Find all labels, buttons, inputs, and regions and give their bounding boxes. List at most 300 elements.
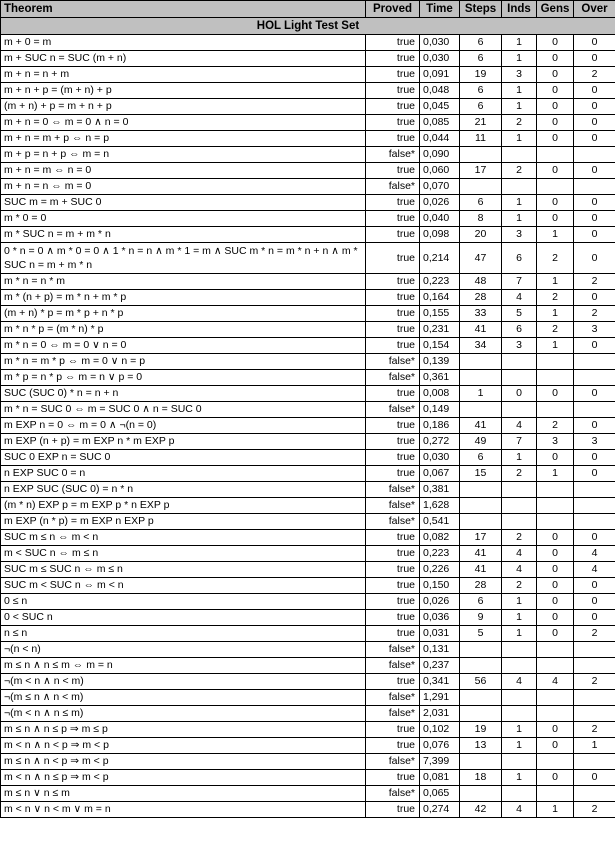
cell-steps: 6 <box>460 35 502 51</box>
cell-inds: 4 <box>502 418 537 434</box>
cell-over: 2 <box>574 802 615 818</box>
cell-over: 2 <box>574 274 615 290</box>
cell-time: 0,226 <box>420 562 460 578</box>
cell-gens: 1 <box>537 274 574 290</box>
cell-theorem: m * p = n * p ⇔ m = n ∨ p = 0 <box>1 370 366 386</box>
cell-over <box>574 690 615 706</box>
cell-theorem: m * n = m * p ⇔ m = 0 ∨ n = p <box>1 354 366 370</box>
cell-theorem: m < n ∧ n ≤ p ⇒ m < p <box>1 770 366 786</box>
cell-over: 0 <box>574 163 615 179</box>
cell-steps: 6 <box>460 195 502 211</box>
cell-steps: 41 <box>460 562 502 578</box>
cell-steps: 6 <box>460 51 502 67</box>
cell-proved: true <box>366 386 420 402</box>
cell-over: 0 <box>574 450 615 466</box>
cell-theorem: m * (n + p) = m * n + m * p <box>1 290 366 306</box>
cell-gens: 1 <box>537 338 574 354</box>
cell-proved: true <box>366 418 420 434</box>
cell-proved: true <box>366 578 420 594</box>
cell-over <box>574 658 615 674</box>
table-row <box>1 642 615 658</box>
cell-theorem: SUC m < SUC n ⇔ m < n <box>1 578 366 594</box>
cell-theorem: m + n = 0 ⇔ m = 0 ∧ n = 0 <box>1 115 366 131</box>
cell-proved: true <box>366 530 420 546</box>
cell-theorem: m ≤ n ∧ n ≤ m ⇔ m = n <box>1 658 366 674</box>
table-row <box>1 211 615 227</box>
cell-over: 0 <box>574 51 615 67</box>
cell-time: 0,154 <box>420 338 460 354</box>
cell-gens: 1 <box>537 802 574 818</box>
header-inds: Inds <box>502 1 537 18</box>
cell-over: 2 <box>574 67 615 83</box>
cell-proved: true <box>366 274 420 290</box>
cell-inds: 3 <box>502 227 537 243</box>
cell-inds: 1 <box>502 722 537 738</box>
cell-theorem: m + SUC n = SUC (m + n) <box>1 51 366 67</box>
table-row <box>1 386 615 402</box>
cell-gens <box>537 147 574 163</box>
cell-steps: 17 <box>460 530 502 546</box>
cell-theorem: SUC m ≤ n ⇔ m < n <box>1 530 366 546</box>
cell-steps: 6 <box>460 99 502 115</box>
table-row <box>1 610 615 626</box>
cell-time: 0,237 <box>420 658 460 674</box>
table-row <box>1 658 615 674</box>
cell-time: 0,150 <box>420 578 460 594</box>
cell-inds: 1 <box>502 450 537 466</box>
cell-gens <box>537 514 574 530</box>
cell-proved: true <box>366 562 420 578</box>
cell-over <box>574 354 615 370</box>
cell-theorem: m + n = m + p ⇔ n = p <box>1 131 366 147</box>
cell-inds: 0 <box>502 386 537 402</box>
cell-proved: false* <box>366 690 420 706</box>
cell-time: 0,102 <box>420 722 460 738</box>
cell-inds: 1 <box>502 51 537 67</box>
cell-over: 0 <box>574 35 615 51</box>
cell-theorem: SUC m ≤ SUC n ⇔ m ≤ n <box>1 562 366 578</box>
cell-proved: false* <box>366 147 420 163</box>
cell-gens <box>537 179 574 195</box>
table-row <box>1 322 615 338</box>
cell-theorem: m EXP (n + p) = m EXP n * m EXP p <box>1 434 366 450</box>
cell-theorem: m * n = n * m <box>1 274 366 290</box>
cell-steps <box>460 498 502 514</box>
cell-proved: true <box>366 51 420 67</box>
cell-theorem: m + n + p = (m + n) + p <box>1 83 366 99</box>
header-gens: Gens <box>537 1 574 18</box>
cell-steps <box>460 658 502 674</box>
cell-proved: false* <box>366 786 420 802</box>
cell-over: 2 <box>574 674 615 690</box>
cell-over: 4 <box>574 562 615 578</box>
cell-theorem: m ≤ n ∨ n ≤ m <box>1 786 366 802</box>
cell-proved: true <box>366 227 420 243</box>
cell-gens: 0 <box>537 386 574 402</box>
cell-proved: true <box>366 83 420 99</box>
cell-steps: 28 <box>460 290 502 306</box>
cell-inds: 7 <box>502 274 537 290</box>
cell-theorem: m EXP n = 0 ⇔ m = 0 ∧ ¬(n = 0) <box>1 418 366 434</box>
cell-time: 0,040 <box>420 211 460 227</box>
cell-time: 0,361 <box>420 370 460 386</box>
cell-inds <box>502 482 537 498</box>
table-row <box>1 163 615 179</box>
cell-over: 1 <box>574 738 615 754</box>
cell-over <box>574 754 615 770</box>
cell-time: 0,098 <box>420 227 460 243</box>
cell-over: 0 <box>574 770 615 786</box>
cell-gens <box>537 498 574 514</box>
cell-steps: 6 <box>460 83 502 99</box>
cell-steps <box>460 706 502 722</box>
cell-gens <box>537 754 574 770</box>
cell-over: 0 <box>574 594 615 610</box>
cell-over: 0 <box>574 211 615 227</box>
cell-proved: true <box>366 546 420 562</box>
cell-gens: 1 <box>537 227 574 243</box>
cell-gens: 0 <box>537 610 574 626</box>
cell-over: 0 <box>574 195 615 211</box>
cell-time: 0,065 <box>420 786 460 802</box>
cell-inds: 5 <box>502 306 537 322</box>
table-row <box>1 498 615 514</box>
cell-steps: 19 <box>460 722 502 738</box>
cell-inds <box>502 147 537 163</box>
cell-theorem: SUC 0 EXP n = SUC 0 <box>1 450 366 466</box>
cell-inds: 4 <box>502 802 537 818</box>
cell-gens: 0 <box>537 163 574 179</box>
table-row <box>1 514 615 530</box>
cell-steps <box>460 402 502 418</box>
cell-steps <box>460 642 502 658</box>
table-row <box>1 35 615 51</box>
cell-time: 0,026 <box>420 594 460 610</box>
cell-gens <box>537 706 574 722</box>
cell-gens <box>537 786 574 802</box>
cell-inds <box>502 179 537 195</box>
cell-theorem: m ≤ n ∧ n ≤ p ⇒ m ≤ p <box>1 722 366 738</box>
table-row <box>1 115 615 131</box>
cell-inds: 2 <box>502 163 537 179</box>
cell-theorem: ¬(n < n) <box>1 642 366 658</box>
cell-over: 2 <box>574 722 615 738</box>
cell-gens: 0 <box>537 51 574 67</box>
cell-proved: true <box>366 466 420 482</box>
section-title: HOL Light Test Set <box>1 18 615 35</box>
cell-theorem: m + p = n + p ⇔ m = n <box>1 147 366 163</box>
table-row <box>1 690 615 706</box>
cell-inds <box>502 514 537 530</box>
table-row <box>1 243 615 274</box>
cell-inds: 1 <box>502 35 537 51</box>
cell-inds <box>502 354 537 370</box>
cell-theorem: 0 < SUC n <box>1 610 366 626</box>
cell-time: 0,149 <box>420 402 460 418</box>
cell-time: 2,031 <box>420 706 460 722</box>
table-row <box>1 562 615 578</box>
cell-inds: 2 <box>502 466 537 482</box>
cell-over <box>574 706 615 722</box>
cell-over <box>574 498 615 514</box>
cell-proved: false* <box>366 354 420 370</box>
cell-proved: true <box>366 163 420 179</box>
cell-proved: false* <box>366 754 420 770</box>
cell-steps: 33 <box>460 306 502 322</box>
table-row <box>1 83 615 99</box>
table-row <box>1 354 615 370</box>
cell-over: 0 <box>574 131 615 147</box>
cell-gens: 2 <box>537 418 574 434</box>
table-row <box>1 131 615 147</box>
cell-steps <box>460 786 502 802</box>
cell-inds <box>502 658 537 674</box>
cell-time: 1,628 <box>420 498 460 514</box>
cell-proved: true <box>366 450 420 466</box>
cell-inds: 3 <box>502 338 537 354</box>
cell-inds <box>502 402 537 418</box>
cell-time: 0,164 <box>420 290 460 306</box>
cell-steps <box>460 370 502 386</box>
cell-time: 1,291 <box>420 690 460 706</box>
table-row <box>1 546 615 562</box>
cell-steps <box>460 482 502 498</box>
cell-over <box>574 642 615 658</box>
table-row <box>1 578 615 594</box>
cell-gens: 1 <box>537 466 574 482</box>
cell-proved: true <box>366 610 420 626</box>
cell-proved: true <box>366 770 420 786</box>
cell-theorem: SUC m = m + SUC 0 <box>1 195 366 211</box>
cell-inds: 1 <box>502 211 537 227</box>
cell-over: 0 <box>574 530 615 546</box>
cell-gens: 0 <box>537 546 574 562</box>
cell-over <box>574 514 615 530</box>
cell-over <box>574 370 615 386</box>
cell-proved: true <box>366 67 420 83</box>
cell-steps <box>460 179 502 195</box>
cell-over <box>574 147 615 163</box>
cell-gens: 0 <box>537 738 574 754</box>
cell-theorem: m * n = SUC 0 ⇔ m = SUC 0 ∧ n = SUC 0 <box>1 402 366 418</box>
cell-time: 0,067 <box>420 466 460 482</box>
table-row <box>1 434 615 450</box>
table-row <box>1 338 615 354</box>
table-row <box>1 738 615 754</box>
cell-gens: 0 <box>537 578 574 594</box>
cell-proved: true <box>366 802 420 818</box>
cell-theorem: m * n = 0 ⇔ m = 0 ∨ n = 0 <box>1 338 366 354</box>
cell-steps: 18 <box>460 770 502 786</box>
cell-proved: false* <box>366 482 420 498</box>
cell-over: 0 <box>574 243 615 274</box>
cell-theorem: m * 0 = 0 <box>1 211 366 227</box>
cell-proved: true <box>366 322 420 338</box>
cell-theorem: SUC (SUC 0) * n = n + n <box>1 386 366 402</box>
cell-over <box>574 786 615 802</box>
cell-inds <box>502 642 537 658</box>
cell-time: 0,060 <box>420 163 460 179</box>
cell-theorem: m < n ∧ n < p ⇒ m < p <box>1 738 366 754</box>
cell-inds: 4 <box>502 674 537 690</box>
cell-proved: false* <box>366 179 420 195</box>
cell-inds: 2 <box>502 530 537 546</box>
cell-proved: true <box>366 131 420 147</box>
header-steps: Steps <box>460 1 502 18</box>
cell-time: 7,399 <box>420 754 460 770</box>
header-row <box>1 1 615 18</box>
cell-time: 0,186 <box>420 418 460 434</box>
cell-steps: 41 <box>460 546 502 562</box>
cell-inds: 1 <box>502 99 537 115</box>
cell-gens <box>537 370 574 386</box>
cell-theorem: n EXP SUC 0 = n <box>1 466 366 482</box>
cell-proved: false* <box>366 402 420 418</box>
cell-time: 0,274 <box>420 802 460 818</box>
cell-time: 0,155 <box>420 306 460 322</box>
cell-steps: 6 <box>460 594 502 610</box>
cell-proved: true <box>366 243 420 274</box>
cell-proved: true <box>366 722 420 738</box>
cell-gens <box>537 642 574 658</box>
cell-over: 2 <box>574 306 615 322</box>
table-row <box>1 754 615 770</box>
cell-gens: 2 <box>537 290 574 306</box>
cell-theorem: m * n * p = (m * n) * p <box>1 322 366 338</box>
header-theorem: Theorem <box>1 1 366 18</box>
table-row <box>1 674 615 690</box>
cell-time: 0,045 <box>420 99 460 115</box>
cell-time: 0,048 <box>420 83 460 99</box>
cell-inds: 4 <box>502 290 537 306</box>
cell-theorem: m < n ∨ n < m ∨ m = n <box>1 802 366 818</box>
cell-time: 0,223 <box>420 274 460 290</box>
cell-inds <box>502 498 537 514</box>
cell-over: 0 <box>574 227 615 243</box>
cell-gens <box>537 658 574 674</box>
cell-proved: false* <box>366 370 420 386</box>
cell-steps <box>460 754 502 770</box>
cell-time: 0,381 <box>420 482 460 498</box>
cell-theorem: n EXP SUC (SUC 0) = n * n <box>1 482 366 498</box>
cell-time: 0,090 <box>420 147 460 163</box>
cell-time: 0,070 <box>420 179 460 195</box>
cell-gens: 2 <box>537 243 574 274</box>
cell-time: 0,223 <box>420 546 460 562</box>
cell-proved: true <box>366 594 420 610</box>
cell-gens: 0 <box>537 530 574 546</box>
cell-proved: true <box>366 290 420 306</box>
cell-time: 0,085 <box>420 115 460 131</box>
cell-gens: 0 <box>537 722 574 738</box>
cell-inds: 1 <box>502 610 537 626</box>
cell-time: 0,081 <box>420 770 460 786</box>
cell-inds <box>502 690 537 706</box>
cell-time: 0,036 <box>420 610 460 626</box>
cell-inds: 1 <box>502 626 537 642</box>
cell-gens: 0 <box>537 67 574 83</box>
cell-steps: 47 <box>460 243 502 274</box>
cell-over: 3 <box>574 322 615 338</box>
cell-theorem: m < SUC n ⇔ m ≤ n <box>1 546 366 562</box>
cell-inds: 2 <box>502 115 537 131</box>
table-row <box>1 418 615 434</box>
cell-time: 0,030 <box>420 450 460 466</box>
cell-over: 0 <box>574 290 615 306</box>
cell-steps <box>460 514 502 530</box>
cell-steps: 49 <box>460 434 502 450</box>
cell-over: 0 <box>574 578 615 594</box>
cell-theorem: (m + n) * p = m * p + n * p <box>1 306 366 322</box>
cell-time: 0,541 <box>420 514 460 530</box>
cell-steps: 11 <box>460 131 502 147</box>
cell-gens: 0 <box>537 770 574 786</box>
cell-inds: 4 <box>502 546 537 562</box>
cell-steps: 13 <box>460 738 502 754</box>
table-row <box>1 450 615 466</box>
cell-proved: true <box>366 195 420 211</box>
cell-theorem: n ≤ n <box>1 626 366 642</box>
cell-theorem: (m * n) EXP p = m EXP p * n EXP p <box>1 498 366 514</box>
cell-time: 0,076 <box>420 738 460 754</box>
cell-inds <box>502 786 537 802</box>
cell-steps: 15 <box>460 466 502 482</box>
cell-steps: 34 <box>460 338 502 354</box>
cell-gens: 3 <box>537 434 574 450</box>
cell-time: 0,091 <box>420 67 460 83</box>
table-row <box>1 306 615 322</box>
cell-gens: 0 <box>537 99 574 115</box>
cell-proved: true <box>366 306 420 322</box>
cell-inds <box>502 370 537 386</box>
cell-over <box>574 179 615 195</box>
cell-gens: 2 <box>537 322 574 338</box>
cell-steps: 48 <box>460 274 502 290</box>
cell-proved: true <box>366 434 420 450</box>
cell-over <box>574 482 615 498</box>
cell-theorem: 0 * n = 0 ∧ m * 0 = 0 ∧ 1 * n = n ∧ m * 1 = m ∧ SUC m * n = m * n + n ∧ m * SUC n = m + m * n <box>1 243 366 274</box>
cell-over: 0 <box>574 418 615 434</box>
cell-over <box>574 402 615 418</box>
cell-steps: 41 <box>460 322 502 338</box>
cell-steps: 42 <box>460 802 502 818</box>
cell-over: 3 <box>574 434 615 450</box>
cell-proved: true <box>366 211 420 227</box>
cell-gens: 1 <box>537 306 574 322</box>
cell-steps: 8 <box>460 211 502 227</box>
cell-over: 0 <box>574 115 615 131</box>
cell-proved: false* <box>366 514 420 530</box>
cell-proved: false* <box>366 642 420 658</box>
table-row <box>1 466 615 482</box>
table-row <box>1 370 615 386</box>
table-row <box>1 706 615 722</box>
table-row <box>1 274 615 290</box>
cell-theorem: ¬(m < n ∧ n < m) <box>1 674 366 690</box>
cell-proved: false* <box>366 706 420 722</box>
cell-theorem: m + 0 = m <box>1 35 366 51</box>
cell-gens <box>537 402 574 418</box>
table-row <box>1 402 615 418</box>
cell-proved: true <box>366 738 420 754</box>
cell-gens <box>537 482 574 498</box>
cell-steps: 6 <box>460 450 502 466</box>
section-row <box>1 18 615 35</box>
table-row <box>1 594 615 610</box>
table-row <box>1 530 615 546</box>
cell-time: 0,026 <box>420 195 460 211</box>
cell-theorem: m EXP (n * p) = m EXP n EXP p <box>1 514 366 530</box>
